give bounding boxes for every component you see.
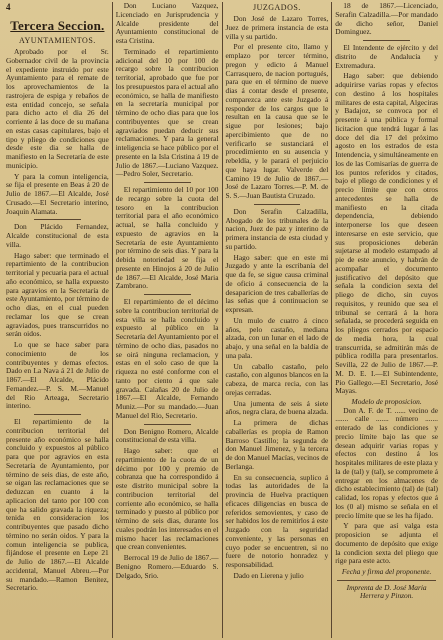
notice-paragraph: El repartimiento del 10 por 100 de recargo sobre la cuota del tesoro en la contribucion territorial para el año económico actual, se halla concluido y expuesto de agravios en la Secretaría de este Ayuntamiento por término de seis dias. Y para la debida notoriedad se fija el presente en Hinojos á 20 de Julio de 1867.—El Alcalde, José Maria Zambrano. [115, 185, 219, 291]
column-4 [331, 2, 441, 638]
notice-paragraph: Un mulo de cuatro á cinco años, pelo castaño, mediana alzada, con un lunar en el lado de abajo, y una señal en la baldía de una pala. [225, 315, 329, 360]
columns-container [3, 2, 441, 638]
divider [254, 204, 301, 205]
divider [144, 182, 191, 183]
printer-imprint: Imprenta de D. José Maria Herrera y Pinzon. [346, 582, 427, 601]
section-subhead: AYUNTAMIENTOS. [18, 36, 96, 45]
model-heading: Modelo de proposicion. [351, 397, 422, 406]
notice-paragraph: Dado en Lierena y julio [233, 570, 304, 580]
notice-paragraph: Hago saber: que en este mi Juzgado y ante la escribanía del que da fe, se sigue causa criminal de oficio á consecuencia de la desaparicion de tres caballerías de las señas que á continuacion se expresan. [225, 252, 329, 314]
notice-paragraph: La primera de dichas caballerías es propia de Ramon Barroso Castillo; la segunda de don Manuel Jimenez, y la tercera de don Manuel Macías, vecinos de Berlanga. [225, 418, 329, 471]
notice-paragraph: Don Plácido Fernandez, Alcalde constitucional de esta villa. [6, 222, 109, 249]
divider [144, 424, 191, 425]
notice-paragraph: Y para la comun inteligencia, se fija el presente en Beas á 20 de Julio de 1867.—El Alcalde, José Crusado.—El Secretario interino, Joaquin Alamata. [6, 171, 109, 216]
notice-paragraph: 18 de 1867.—Licenciado, Serafin Calzadilla.—Por mandado de dicho señor, Daniel Dominguez. [335, 2, 438, 37]
notice-paragraph: El repartimiento de el décimo sobre la contribucion territorial de esta villa se halla concluido y expuesto al público en la Secretaría del Ayuntamiento por el término de ocho dias, pasados no se oirá ninguna reclamacion, y estas en el solo caso de que la riqueza no esté conforme con el tanto por ciento á que sale gravada. Calañas 20 de Julio de 1867.—El Alcalde, Fernando Muniz.—Por su mandado.—Juan Manuel del Rio, Secretario. [115, 297, 219, 420]
notice-paragraph: Aprobado por el Sr. Gobernador civil de la provincia el expediente instruido por este Ayuntamiento para el remate de los aprovechamientos de la rastrojera de espiga y rebaños de esta entidad concejo, se señala para dicho acto el dia 26 del corriente á las doce de su mañana en estas casas capitulares, bajo el tipo y pliego de condiciones que desde este dia se halla de manifiesto en la Secretaría de este municipio. [6, 47, 109, 170]
column-3 [222, 2, 332, 638]
notice-paragraph: Hago saber: que debiendo adquirirse varias ropas y efectos con destino á los hospitales militares de esta capital, Algeciras y Badajoz, se convoca por el presente á una pública y formal licitacion que tendrá lugar á las doce del dia 17 del próximo agosto en los estrados de esta Intendencia, y simultáneamente en los de las Comisarías de guerra de los puntos referidos y citados, bajo el pliego de condiciones y el precio límite que con otros antecedentes se halla de manifiesto en la citada dependencia, debiendo interponerse los que deseen interesarse en este servicio, que sus proposiciones deberán sujetarse al modelo estampado al pie de este anuncio, y habrán de acompañar el documento justificativo del depósito que señala la condicion sexta del pliego de dicho, sin cuyos requisitos, y reunido que sea el tribunal se cerrará á la hora señalada, se procederá seguida en los pliegos cerrados por espacio de media hora, la cual transcurrida, se admitirán más de pública rodilla para presentarlos. Sevilla, 22 de Julio de 1867.—P. M. D. E. I.—El Subintendente, Pio Gallego.—El Secretario, José Mayas. [335, 71, 438, 396]
section-subhead: JUZGADOS. [252, 3, 301, 12]
notice-paragraph: Don Luciano Vazquez, Licenciado en Jurisprudencia y Alcalde presidente del Ayuntamiento constitucional de esta Cristina. [115, 2, 219, 45]
notice-paragraph: En su consecuencia, suplico á todas las autoridades de la provincia de Huelva practiquen eficaces diligencias en busca de referidos semovientes, y caso de ser habidos los de remitirlos á este Juzgado con la seguridad conveniente, y las personas en cuyo poder se encuentren, si no fuere de notorio honradez y responsabilidad. [225, 472, 329, 569]
notice-paragraph: Una jumenta de seis á siete años, negra clara, de buena alzada. [225, 398, 329, 417]
notice-paragraph: El repartimiento de la contribucion territorial del presente año económico se halla concluido y expuestos al público para que por agravios en esta Secretaría de Ayuntamiento, por término de seis dias, de este año, se oigan las reclamaciones que se deduzcan en cuanto á la aplicacion del tanto por 100 con que ha salido gravada la riqueza; tenida en consideracion los contribuyentes que pasado dicho término no serán oidos. Y para la comun inteligencia se publica, fijándose el presente en Lepe 21 de Julio de 1867.—El Alcalde accidental, Manuel Abreu.—Por su mandado.—Ramon Benitez, Secretario. [6, 417, 109, 593]
divider [34, 219, 81, 220]
notice-paragraph: Por el presente cito, llamo y emplazo por tercer término, pregon y edicto á Manuel Carrasquero, de nacion portugués, para que en el término de nueve dias á contar desde el presente, comparezca ante este Juzgado á responder de los cargos que le resultan en la causa que se le sigue por lesiones; bajo apercibimiento que de no verificarlo se sustanciará el procedimiento en su ausencia y rebeldía, y le parará el perjuicio que haya lugar. Valverde del Camino 19 de Julio de 1867.—José de Lazaro Torres.—P. M. de S. S.—Juan Bautista Cruzado. [225, 42, 329, 200]
page-number: 4 [6, 2, 11, 12]
column-2 [112, 2, 222, 638]
notice-paragraph: Y para que así valga esta proposicion se adjunta el documento de depósito que exige la condicion sexta del pliego que rige para este acto. [335, 521, 438, 566]
notice-paragraph: Lo que se hace saber para conocimiento de los contribuyentes y demas efectos. Dado en La Nava á 21 de Julio de 1867.—El Alcalde, Plácido Fernandez.—P. S. M.—Manuel del Rio Arteaga, Secretario interino. [6, 340, 109, 411]
notice-paragraph: Hago saber: que el repartimiento de la cuota de un décimo por 100 y premio de cobranza que ha correspondido á este distrito municipal sobre la contribucion territorial del corriente año económico, se halla terminado y puesto al público por término de seis dias, durante los cuales podrán los interesados en el mismo hacer las reclamaciones que crean convenientes. [115, 446, 219, 552]
section-title: Tercera Seccion. [10, 18, 105, 33]
signature-line: Fecha y firma del proponente. [341, 567, 432, 577]
divider [34, 414, 81, 415]
notice-paragraph: Un caballo castaño, pelo castaño, con algunos blancos en la cabeza, de marca recia, con las orejas cerradas. [225, 361, 329, 397]
notice-paragraph: Terminado el repartimiento adicional del 10 por 100 de recargo sobre la contribucion territorial, aprobado que fue por los presupuestos para el actual año económico, se halla de manifiesto en la secretaría municipal por término de ocho dias para que los contribuyentes que se crean agraviados puedan deducir sus reclamaciones. Y para la general inteligencia se hace público por el presente en la Isla Cristina á 19 de Julio de 1867.—Luciano Vazquez.—Pedro Soler, Secretario. [115, 46, 219, 179]
notice-paragraph: Don José de Lazaro Torres, Juez de primera instancia de esta villa y su partido. [225, 14, 329, 41]
divider [363, 40, 410, 41]
notice-paragraph: Berrocal 19 de Julio de 1867.—Benigno Romero.—Eduardo S. Delgado, Srio. [115, 553, 219, 580]
notice-paragraph: Don Serafin Calzadilla, Abogado de los tribunales de la nacion, Juez de paz y interino de primera instancia de esta ciudad y su partido. [225, 206, 329, 251]
divider [337, 580, 436, 581]
column-1 [3, 2, 112, 638]
notice-paragraph: Don Benigno Romero, Alcalde constitucional de esta villa. [115, 426, 219, 445]
notice-paragraph: Don A. F. de T. ...... vecino de ....... calle ....... número ....... enterado de las condiciones y precio límite bajo las que se desean adquirir varias ropas y efectos con destino á los hospitales militares de este plaza y la de (tal) y (tal), se compromete á entregar en los almacenes de dicho establecimiento (tal) de (tal) calidad, los ropas y efectos que á los (0 al) mismo se señala en el precio límite que se les ha fijado. [335, 405, 438, 520]
notice-paragraph: El Intendente de ejército y del distrito de Andalucía y Extremadura. [335, 43, 438, 70]
notice-paragraph: Hago saber: que terminado el repartimiento de la contribucion territorial y pecuaria para el actual año económico, se halla expuesto para agravios en la Secretaría de este Ayuntamiento, por término de ocho dias, en el cual pueden reclamar los que se crean agraviados, pues transcurridos no serán oidos. [6, 250, 109, 339]
divider [144, 294, 191, 295]
